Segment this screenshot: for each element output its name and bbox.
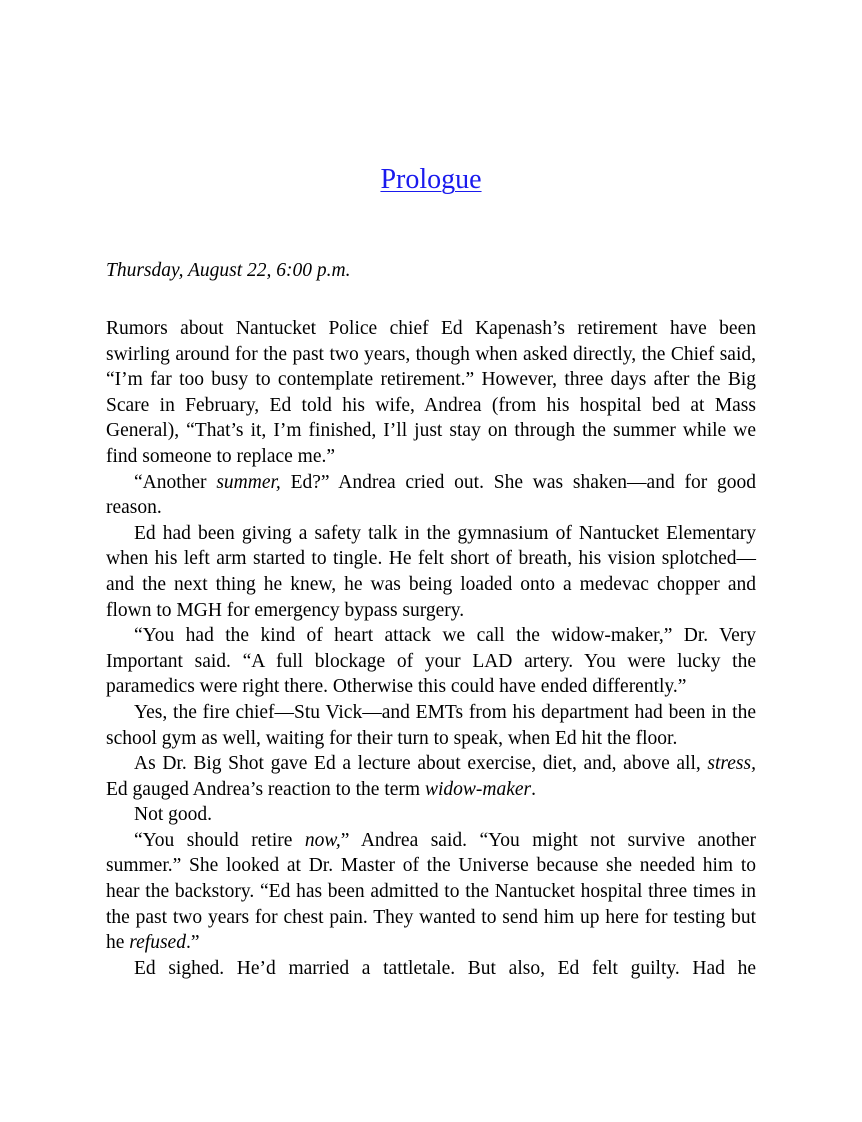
paragraph: [106, 828, 756, 956]
body-text: [106, 316, 756, 981]
paragraph: [106, 802, 756, 828]
paragraph: [106, 700, 756, 751]
text-run: Ed gauged Andrea’s reaction to the term: [106, 778, 425, 800]
paragraph: [106, 521, 756, 623]
dateline: Thursday, August 22, 6:00 p.m.: [106, 260, 351, 281]
text-run: “You had the kind of heart attack we call the widow-maker,” Dr. Very Important said. “A full blockage of your LAD artery. You were lucky the paramedics were right there. Otherwise this could have ended differently.”: [106, 625, 756, 698]
paragraph: [106, 623, 756, 700]
text-run: ” Andrea said. “You might not survive another summer.” She looked at Dr. Master of the Universe because she needed him to hear the backstory. “Ed has been admitted to the Nantucket hospital three times in the past two years for chest pain. They wanted to send him up here for testing but he: [106, 829, 756, 954]
italic-text-run: stress,: [707, 753, 756, 775]
text-run: .: [531, 778, 536, 800]
text-run: As Dr. Big Shot gave Ed a lecture about exercise, diet, and, above all,: [134, 753, 708, 775]
chapter-heading: [106, 160, 756, 200]
italic-text-run: widow-maker: [424, 778, 532, 800]
text-run: Ed had been giving a safety talk in the gymnasium of Nantucket Elementary when his left arm started to tingle. He felt short of breath, his vision splotched—and the next thing he knew, he was being loaded onto a medevac chopper and flown to MGH for emergency bypass surgery.: [106, 522, 756, 621]
paragraph-continued: [106, 956, 756, 982]
italic-text-run: refused: [129, 932, 186, 954]
text-run: “Another: [134, 471, 217, 493]
chapter-title-link[interactable]: Prologue: [380, 164, 482, 195]
paragraph: [106, 751, 756, 802]
text-run: “You should retire: [134, 829, 305, 851]
text-run: Ed sighed. He’d married a tattletale. But also, Ed felt guilty. Had he: [134, 957, 756, 979]
text-run: Ed?” Andrea cried out. She was shaken—and for good reason.: [106, 471, 756, 519]
text-run: Yes, the fire chief—Stu Vick—and EMTs from his department had been in the school gym as well, waiting for their turn to speak, when Ed hit the floor.: [106, 701, 756, 749]
text-run: .”: [185, 932, 200, 954]
text-run: Not good.: [134, 804, 212, 826]
paragraph: [106, 470, 756, 521]
italic-text-run: now,: [304, 829, 341, 851]
italic-text-run: summer,: [216, 471, 281, 493]
paragraph: [106, 316, 756, 470]
text-run: Rumors about Nantucket Police chief Ed Kapenash’s retirement have been swirling around for the past two years, though when asked directly, the Chief said, “I’m far too busy to contemplate retirement.” However, three days after the Big Scare in February, Ed told his wife, Andrea (from his hospital bed at Mass General), “That’s it, I’m finished, I’ll just stay on through the summer while we find someone to replace me.”: [106, 318, 756, 467]
